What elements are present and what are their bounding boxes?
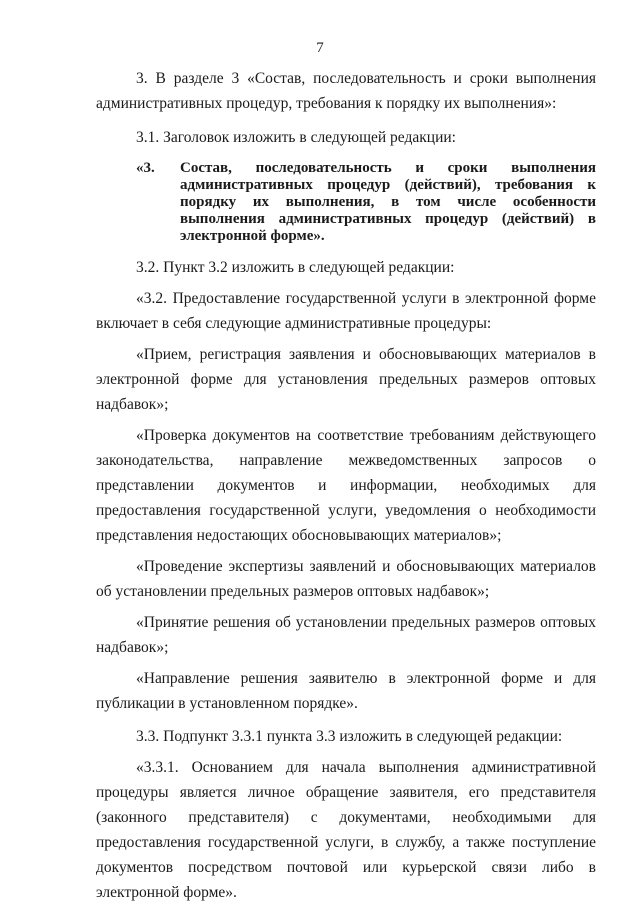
paragraph-3-3-1-text: «3.3.1. Основанием для начала выполнения административной процедуры является личное обращение заявителя, его представителя (законного представителя) с документами, необходимыми для предоставления государственной услуги, в службу, а также поступление документов посредством почтовой или курьерской связи либо в электронной форме».	[96, 759, 596, 901]
procedure-item-verification: «Проверка документов на соответствие требованиям действующего законодательства, направление межведомственных запросов о представлении документов и информации, необходимых для предоставления государственной услуги, уведомления о необходимости представления недостающих обосновывающих материалов»;	[96, 427, 596, 544]
paragraph-3-3-intro: 3.3. Подпункт 3.3.1 пункта 3.3 изложить в следующей редакции:	[136, 728, 563, 745]
paragraph-3-2-text: «3.2. Предоставление государственной услуги в электронной форме включает в себя следующие административные процедуры:	[96, 290, 596, 332]
section-heading-number: «3.	[136, 160, 155, 176]
section-heading-text: Состав, последовательность и сроки выполнения административных процедур (действий), требования к порядку их выполнения, в том числе особенности выполнения административных процедур (действий) в электронной форме».	[180, 160, 596, 244]
paragraph-3-1: 3.1. Заголовок изложить в следующей редакции:	[136, 129, 456, 146]
page-number: 7	[316, 40, 324, 56]
paragraph-3-2-intro: 3.2. Пункт 3.2 изложить в следующей редакции:	[136, 259, 455, 276]
document-body	[96, 66, 596, 905]
section-heading	[96, 160, 596, 245]
procedure-item-sending: «Направление решения заявителю в электронной форме и для публикации в установленном порядке».	[96, 670, 596, 712]
procedure-item-decision: «Принятие решения об установлении предельных размеров оптовых надбавок»;	[96, 614, 596, 656]
paragraph-section-3: 3. В разделе 3 «Состав, последовательность и сроки выполнения административных процедур, требования к порядку их выполнения»:	[96, 70, 596, 112]
procedure-item-expertise: «Проведение экспертизы заявлений и обосновывающих материалов об установлении предельных размеров оптовых надбавок»;	[96, 558, 596, 600]
procedure-item-reception: «Прием, регистрация заявления и обосновывающих материалов в электронной форме для установления предельных размеров оптовых надбавок»;	[96, 346, 596, 413]
